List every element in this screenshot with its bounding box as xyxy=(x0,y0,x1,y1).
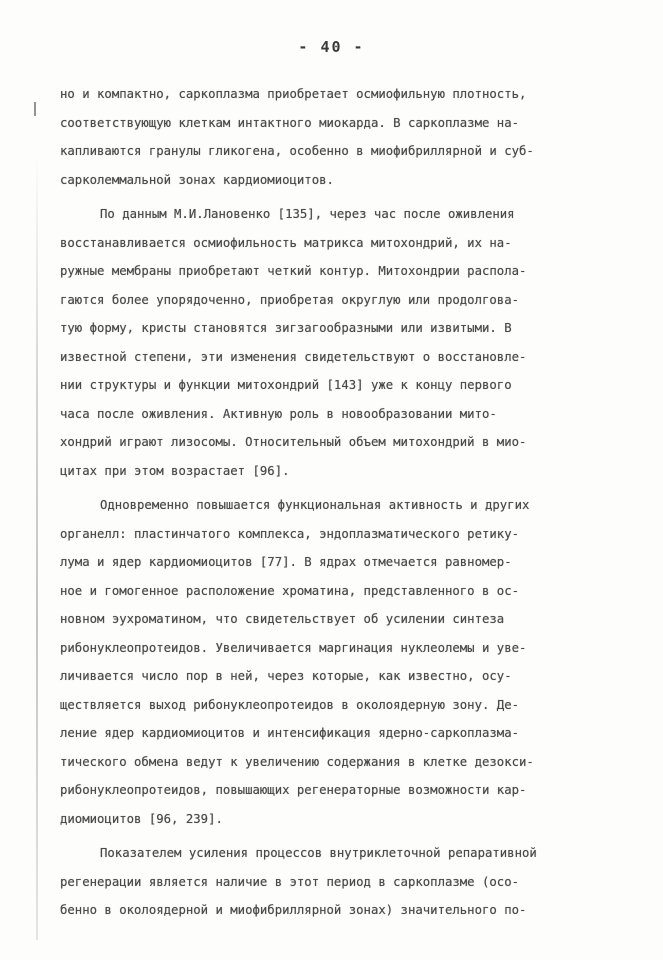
text-line: гаются более упорядоченно, приобретая округлую или продолгова- xyxy=(60,292,520,307)
text-line: известной степени, эти изменения свидетельствуют о восстановле- xyxy=(60,349,527,364)
text-line: соответствующую клеткам интактного миокарда. В саркоплазме на- xyxy=(60,115,520,130)
text-line: хондрий играют лизосомы. Относительный объем митохондрий в мио- xyxy=(60,435,527,449)
text-line: тую форму, кристы становятся зигзагообразными или извитыми. В xyxy=(60,321,512,335)
text-line: личивается число пор в ней, через которые, как известно, осу- xyxy=(60,669,512,683)
text-line: Одновременно повышается функциональная активность и других xyxy=(100,498,530,512)
paragraph xyxy=(60,200,620,485)
paragraph xyxy=(60,491,620,833)
text-line: восстанавливается осмиофильность матрикса митохондрий, их на- xyxy=(60,235,512,250)
text-line: бенно в околоядерной и миофибриллярной зонах) значительного по- xyxy=(60,903,527,917)
text-line: часа после оживления. Активную роль в новообразовании мито- xyxy=(60,406,497,421)
text-line: По данным М.И.Лановенко [135], через час после оживления xyxy=(100,207,515,221)
paragraph xyxy=(60,839,620,925)
page-number: - 40 - xyxy=(298,38,365,56)
scan-artifact-mark xyxy=(34,102,36,116)
scan-binding-edge xyxy=(36,150,38,940)
text-line: диомиоцитов [96, 239]. xyxy=(60,811,223,826)
text-line: Показателем усиления процессов внутриклеточной репаративной xyxy=(100,846,537,860)
text-line: органелл: пластинчатого комплекса, эндоплазматического ретику- xyxy=(60,526,520,541)
text-line: лума и ядер кардиомиоцитов [77]. В ядрах отмечается равномер- xyxy=(60,555,512,569)
text-line: но и компактно, саркоплазма приобретает осмиофильную плотность, xyxy=(60,87,527,101)
text-line: ление ядер кардиомиоцитов и интенсификация ядерно-саркоплазма- xyxy=(60,726,520,740)
text-line: ществляется выход рибонуклеопротеидов в околоядерную зону. Де- xyxy=(60,697,520,712)
text-line: регенерации является наличие в этот период в саркоплазме (осо- xyxy=(60,874,520,889)
text-line: капливаются гранулы гликогена, особенно в миофибриллярной и суб- xyxy=(60,144,534,158)
text-line: цитах при этом возрастает [96]. xyxy=(60,463,290,478)
text-line: рибонуклеопротеидов. Увеличивается маргинация нуклеолемы и уве- xyxy=(60,640,527,655)
text-line: ружные мембраны приобретают четкий контур. Митохондрии распола- xyxy=(60,264,527,278)
text-line: рибонуклеопротеидов, повышающих регенераторные возможности кар- xyxy=(60,783,527,797)
paragraph xyxy=(60,80,620,194)
text-line: сарколеммальной зонах кардиомиоцитов. xyxy=(60,172,334,187)
text-line: новном эухроматином, что свидетельствует об усилении синтеза xyxy=(60,612,505,626)
text-line: тического обмена ведут к увеличению содержания в клетке дезокси- xyxy=(60,754,534,769)
body-text xyxy=(60,80,620,925)
text-line: нии структуры и функции митохондрий [143] уже к концу первого xyxy=(60,378,512,392)
text-line: ное и гомогенное расположение хроматина, представленного в ос- xyxy=(60,583,520,598)
